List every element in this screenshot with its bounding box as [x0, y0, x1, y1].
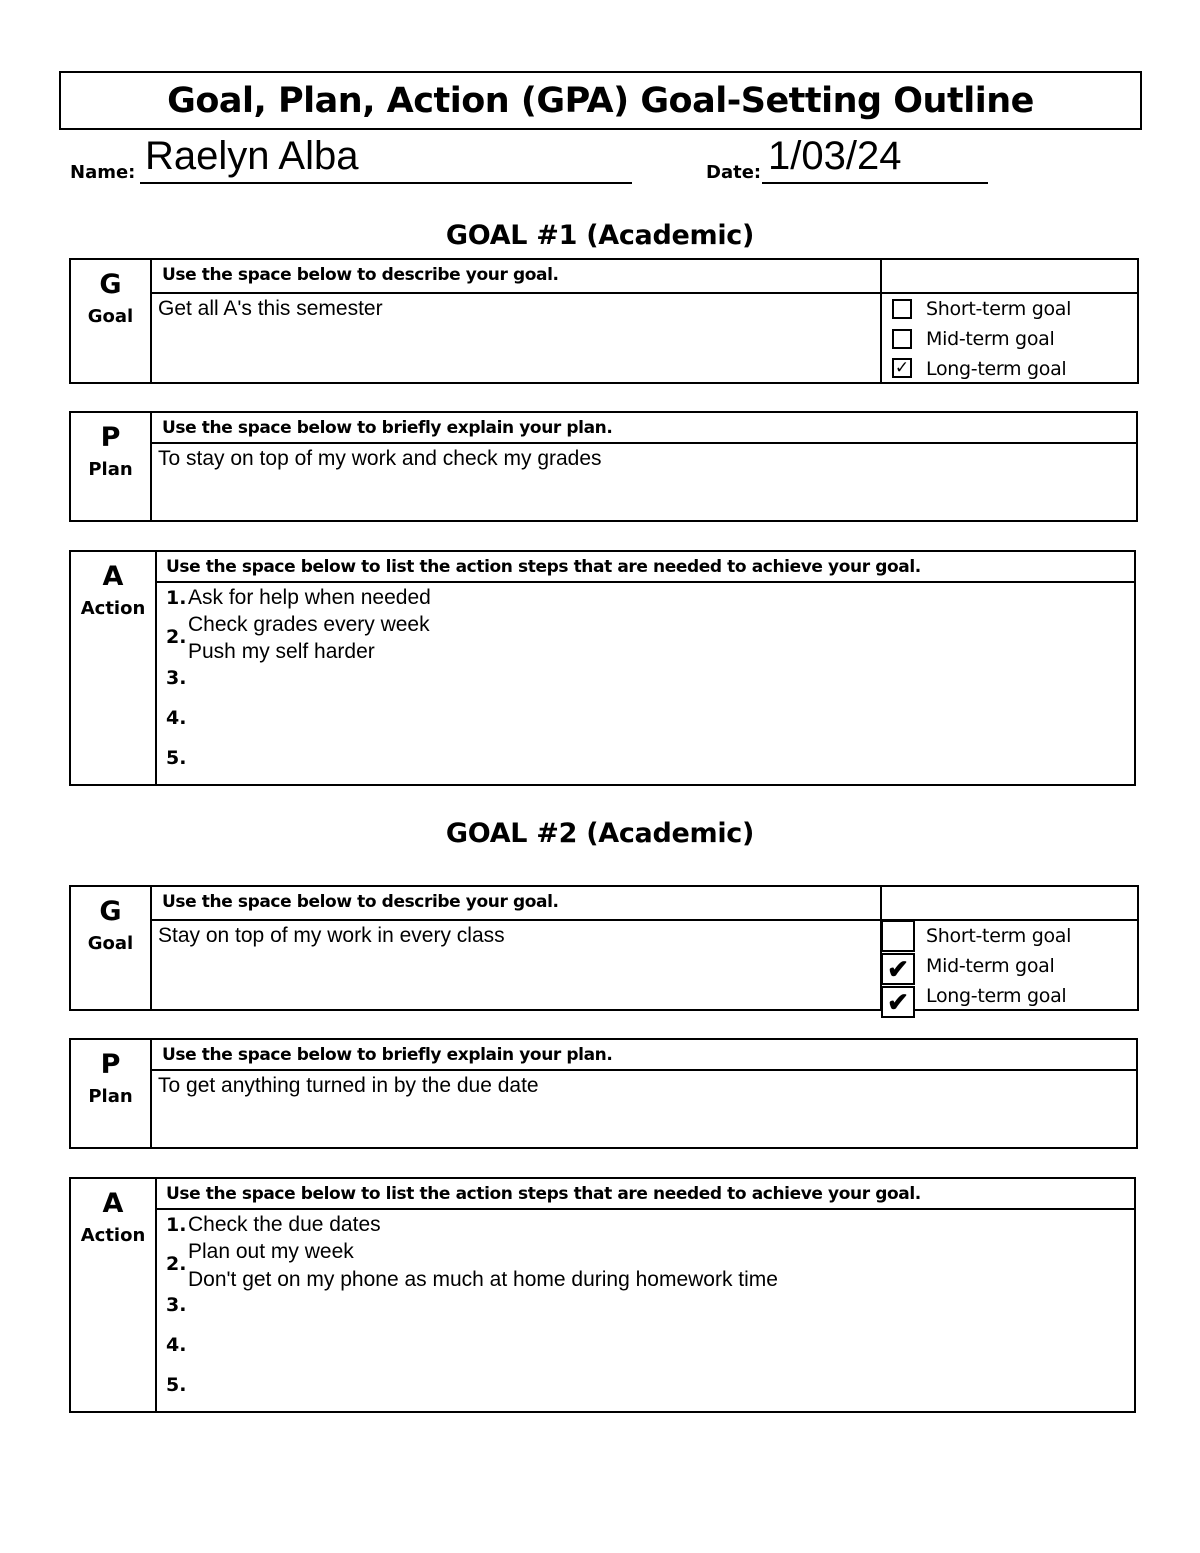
- goal1-a-letter-col: [71, 552, 157, 784]
- goal1-a-letter: A: [102, 561, 124, 592]
- goal1-num-2: 2.: [166, 626, 187, 648]
- goal1-p-instruction: Use the space below to briefly explain your plan.: [162, 418, 613, 438]
- goal2-a-instruction: [166, 1184, 921, 1204]
- goal1-g-word: Goal: [87, 306, 134, 327]
- goal1-action-3[interactable]: Push my self harder: [188, 640, 375, 663]
- goal2-heading: GOAL #2 (Academic): [445, 818, 755, 849]
- goal1-g-block: [69, 258, 1139, 384]
- goal1-a-instruction-pre: Use the space below to list the: [166, 557, 456, 577]
- goal2-a-letter-col: [71, 1179, 157, 1411]
- goal1-g-term-divider: [880, 260, 882, 382]
- goal2-short-term-label: Short-term goal: [926, 925, 1072, 947]
- goal2-action-3[interactable]: Don't get on my phone as much at home during homework time: [188, 1268, 778, 1291]
- goal1-heading: GOAL #1 (Academic): [445, 220, 755, 251]
- date-label: Date:: [706, 162, 762, 183]
- goal1-p-divider: [150, 442, 1136, 444]
- goal2-short-term-checkbox[interactable]: [881, 920, 915, 952]
- goal1-short-term-checkbox[interactable]: [892, 299, 912, 319]
- goal1-a-word: Action: [80, 598, 146, 619]
- goal1-action-1[interactable]: Ask for help when needed: [188, 586, 431, 609]
- goal2-long-term-label: Long-term goal: [926, 985, 1067, 1007]
- goal1-num-3: 3.: [166, 667, 187, 689]
- goal2-num-5: 5.: [166, 1374, 187, 1396]
- goal2-num-4: 4.: [166, 1334, 187, 1356]
- goal1-long-term-label: Long-term goal: [926, 358, 1067, 380]
- goal2-action-1[interactable]: Check the due dates: [188, 1213, 381, 1236]
- goal1-g-letter: G: [99, 269, 122, 300]
- goal1-a-instruction-post: steps that are needed to achieve your goal.: [512, 557, 921, 577]
- date-value[interactable]: 1/03/24: [768, 134, 902, 178]
- goal1-g-answer[interactable]: Get all A's this semester: [158, 297, 383, 320]
- goal2-a-block: [69, 1177, 1136, 1413]
- goal1-mid-term-label: Mid-term goal: [926, 328, 1055, 350]
- goal2-a-instruction-post: steps that are needed to achieve your goal.: [512, 1184, 921, 1204]
- goal1-g-letter-col: [71, 260, 152, 382]
- goal1-p-word: Plan: [88, 459, 133, 480]
- goal1-num-5: 5.: [166, 747, 187, 769]
- goal1-g-instruction: Use the space below to describe your goal.: [162, 265, 559, 285]
- goal2-p-word: Plan: [88, 1086, 133, 1107]
- name-value[interactable]: Raelyn Alba: [145, 134, 359, 178]
- name-underline: [140, 182, 632, 184]
- goal2-mid-term-label: Mid-term goal: [926, 955, 1055, 977]
- goal2-g-letter-col: [71, 887, 152, 1009]
- goal2-a-word: Action: [80, 1225, 146, 1246]
- goal2-g-letter: G: [99, 896, 122, 927]
- goal2-p-letter-col: [71, 1040, 152, 1147]
- goal1-g-divider: [150, 292, 1137, 294]
- date-underline: [762, 182, 988, 184]
- goal1-a-instruction-bold: action: [455, 557, 513, 577]
- goal2-a-instruction-pre: Use the space below to list the: [166, 1184, 456, 1204]
- goal2-p-instruction: Use the space below to briefly explain your plan.: [162, 1045, 613, 1065]
- goal2-g-instruction: Use the space below to describe your goal.: [162, 892, 559, 912]
- goal1-num-1: 1.: [166, 587, 187, 609]
- name-label: Name:: [70, 162, 136, 183]
- goal2-num-3: 3.: [166, 1294, 187, 1316]
- goal2-a-divider: [155, 1208, 1134, 1210]
- goal1-a-block: [69, 550, 1136, 786]
- goal2-g-answer[interactable]: Stay on top of my work in every class: [158, 924, 505, 947]
- goal1-mid-term-checkbox[interactable]: [892, 329, 912, 349]
- goal1-p-letter: P: [100, 422, 121, 453]
- goal2-g-divider: [150, 919, 1137, 921]
- goal2-p-block: [69, 1038, 1138, 1149]
- goal1-long-term-checkbox[interactable]: ✓: [892, 358, 912, 378]
- goal2-num-1: 1.: [166, 1214, 187, 1236]
- goal1-short-term-label: Short-term goal: [926, 298, 1072, 320]
- goal2-g-block: [69, 885, 1139, 1011]
- goal1-p-answer[interactable]: To stay on top of my work and check my grades: [158, 447, 602, 470]
- goal1-p-block: [69, 411, 1138, 522]
- goal2-action-2[interactable]: Plan out my week: [188, 1240, 354, 1263]
- goal1-num-4: 4.: [166, 707, 187, 729]
- goal1-p-letter-col: [71, 413, 152, 520]
- goal2-num-2: 2.: [166, 1253, 187, 1275]
- goal2-p-divider: [150, 1069, 1136, 1071]
- goal1-a-divider: [155, 581, 1134, 583]
- goal2-a-letter: A: [102, 1188, 124, 1219]
- goal2-p-letter: P: [100, 1049, 121, 1080]
- goal2-p-answer[interactable]: To get anything turned in by the due date: [158, 1074, 539, 1097]
- goal2-g-word: Goal: [87, 933, 134, 954]
- goal2-long-term-checkbox[interactable]: ✔: [881, 986, 915, 1018]
- goal1-a-instruction: [166, 557, 921, 577]
- goal2-mid-term-checkbox[interactable]: ✔: [881, 953, 915, 985]
- form-title: Goal, Plan, Action (GPA) Goal-Setting Outline: [59, 71, 1142, 130]
- goal1-action-2[interactable]: Check grades every week: [188, 613, 430, 636]
- goal2-a-instruction-bold: action: [455, 1184, 513, 1204]
